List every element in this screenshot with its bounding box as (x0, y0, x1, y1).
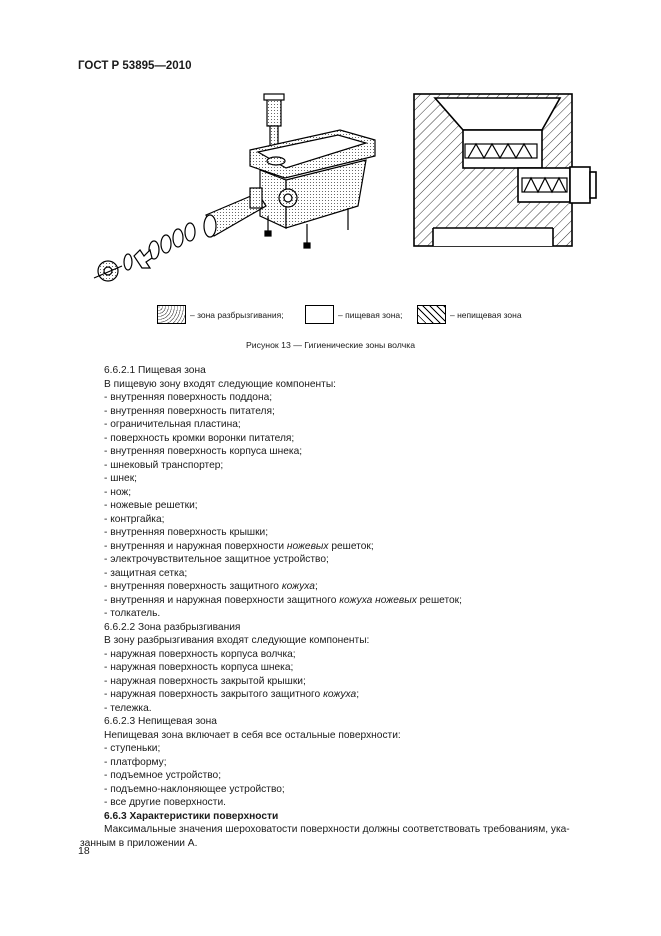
list-item-emphasis: кожуха (281, 581, 315, 592)
list-item: - подъемно-наклоняющее устройство; (104, 783, 285, 795)
section-heading-surface: 6.6.3 Характеристики поверхности (104, 810, 279, 822)
paragraph: В пищевую зону входят следующие компоненты: (104, 378, 336, 390)
legend-label-splash: – зона разбрызгивания; (190, 310, 284, 320)
list-item (104, 580, 614, 594)
legend-swatch-food (305, 305, 334, 324)
figure-caption: Рисунок 13 — Гигиенические зоны волчка (245, 340, 416, 350)
list-item: - поверхность кромки воронки питателя; (104, 432, 295, 444)
list-item: - внутренняя поверхность крышки; (104, 527, 269, 538)
list-item-text: - внутренняя и наружная поверхности (104, 540, 287, 552)
list-item-text: - наружная поверхность закрытого защитного (104, 689, 324, 700)
legend-label-food: – пищевая зона; (338, 310, 403, 320)
list-item: - внутренняя поверхность питателя; (104, 405, 275, 417)
list-item: - толкатель. (104, 608, 161, 619)
list-item: - электрочувствительное защитное устройство; (104, 554, 329, 565)
paragraph: Непищевая зона включает в себя все остальные поверхности: (104, 729, 401, 741)
list-item: - шнек; (104, 473, 137, 484)
list-item-text: - внутренняя и наружная поверхности защитного (104, 594, 340, 606)
grinder-drawing (94, 94, 375, 281)
list-item: - защитная сетка; (104, 567, 188, 579)
list-item: - наружная поверхность корпуса шнека; (104, 662, 294, 673)
list-item: - контргайка; (104, 513, 165, 525)
paragraph: Максимальные значения шероховатости поверхности должны соответствовать требованиям, ука- (104, 824, 570, 835)
list-item: - тележка. (104, 702, 152, 714)
section-body (80, 364, 614, 850)
document-header: ГОСТ Р 53895—2010 (78, 60, 192, 72)
list-item: - ножевые решетки; (104, 500, 198, 511)
section-heading-splash-zone: 6.6.2.2 Зона разбрызгивания (104, 621, 241, 633)
list-item: - все другие поверхности. (104, 797, 226, 808)
list-item: - ступеньки; (104, 743, 161, 754)
list-item-text: ; (356, 689, 360, 700)
list-item: - внутренняя поверхность корпуса шнека; (104, 446, 303, 457)
page-number: 18 (78, 845, 90, 857)
list-item (104, 594, 614, 608)
legend-label-nonfood: – непищевая зона (450, 310, 522, 320)
list-item-text: - внутренняя поверхность защитного (104, 581, 282, 592)
list-item: - наружная поверхность корпуса волчка; (104, 648, 296, 660)
list-item-emphasis: ножевых (286, 540, 329, 552)
list-item: - ограничительная пластина; (104, 419, 241, 430)
paragraph-continuation: занным в приложении А. (80, 837, 198, 849)
list-item: - нож; (104, 486, 132, 498)
list-item: - шнековый транспортер; (104, 459, 224, 471)
figure-illustration (90, 88, 610, 302)
list-item-emphasis: кожуха (323, 689, 357, 700)
list-item: - подъемное устройство; (104, 770, 222, 781)
list-item-text: решеток; (416, 594, 462, 606)
section-heading-nonfood-zone: 6.6.2.3 Непищевая зона (104, 716, 217, 727)
paragraph: В зону разбрызгивания входят следующие компоненты: (104, 635, 370, 646)
section-heading-food-zone: 6.6.2.1 Пищевая зона (104, 365, 206, 376)
figure-13 (90, 88, 610, 302)
figure-legend (157, 305, 557, 327)
list-item: - внутренняя поверхность поддона; (104, 392, 273, 403)
list-item-emphasis: кожуха ножевых (339, 594, 417, 606)
list-item (104, 540, 614, 554)
legend-swatch-splash (157, 305, 186, 324)
list-item: - наружная поверхность закрытой крышки; (104, 675, 306, 687)
list-item-text: ; (314, 581, 318, 592)
list-item (104, 688, 614, 702)
cross-section-drawing (414, 94, 596, 246)
list-item: - платформу; (104, 756, 167, 768)
legend-swatch-nonfood (417, 305, 446, 324)
list-item-text: решеток; (328, 540, 374, 552)
